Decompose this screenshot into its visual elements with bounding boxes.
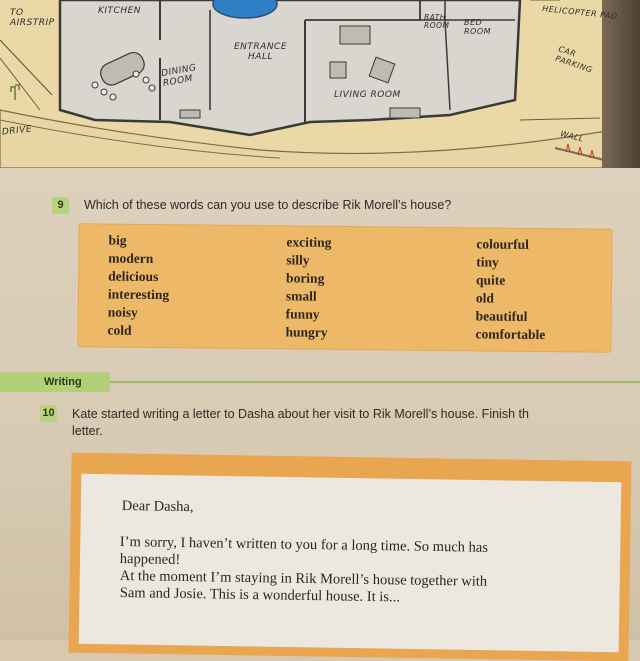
label-drive: DRIVE — [1, 124, 33, 138]
word-item: noisy — [107, 304, 138, 320]
floor-plan-drawing — [0, 0, 640, 168]
label-wall: WALL — [559, 129, 585, 144]
letter-line: At the moment I’m staying in Rik Morell’s house together with — [119, 568, 488, 590]
word-item: tiny — [476, 254, 499, 270]
word-item: hungry — [285, 324, 328, 340]
word-item: beautiful — [475, 308, 528, 324]
word-column-1 — [107, 232, 169, 341]
word-item: old — [475, 290, 494, 306]
label-car-parking: CAR PARKING — [554, 44, 594, 75]
exercise-10-instruction-line2: letter. — [72, 424, 103, 438]
label-bed-room: BED ROOM — [464, 18, 492, 36]
word-item: small — [285, 288, 317, 304]
label-entrance-hall: ENTRANCE HALL — [234, 42, 288, 62]
letter-greeting: Dear Dasha, — [121, 498, 194, 516]
word-column-3 — [475, 235, 546, 344]
word-item: exciting — [286, 234, 332, 250]
word-item: silly — [286, 252, 310, 268]
word-item: delicious — [108, 268, 159, 285]
page-binding-shadow — [602, 0, 640, 168]
word-item: modern — [108, 250, 154, 266]
letter-line: happened! — [119, 551, 181, 568]
word-item: quite — [476, 272, 506, 288]
label-living-room: LIVING ROOM — [334, 90, 401, 100]
section-divider — [110, 381, 640, 383]
word-list-box — [77, 223, 612, 353]
label-kitchen: KITCHEN — [98, 6, 142, 16]
section-tab-writing: Writing — [0, 372, 110, 392]
word-column-2 — [285, 233, 331, 341]
word-item: big — [108, 232, 127, 248]
word-item: colourful — [476, 236, 530, 252]
word-item: cold — [107, 322, 132, 338]
label-helicopter-pad: HELICOPTER PAD — [541, 4, 619, 21]
word-item: boring — [286, 270, 325, 286]
exercise-10-instruction-line1: Kate started writing a letter to Dasha about her visit to Rik Morell’s house. Finish th — [72, 407, 529, 421]
exercise-9-question: Which of these words can you use to describe Rik Morell’s house? — [84, 198, 452, 212]
word-item: funny — [285, 306, 320, 322]
letter-line: Sam and Josie. This is a wonderful house. It is... — [119, 585, 401, 606]
floor-plan-illustration — [0, 0, 640, 168]
exercise-9-number: 9 — [52, 197, 69, 214]
word-item: interesting — [107, 286, 170, 303]
exercise-10-number: 10 — [40, 405, 57, 422]
label-dining-room: DINING ROOM — [160, 63, 198, 89]
letter-line: I’m sorry, I haven’t written to you for a long time. So much has — [119, 534, 489, 556]
label-bath-room: BATH ROOM — [424, 13, 450, 30]
word-item: comfortable — [475, 326, 546, 343]
label-airstrip: TO AIRSTRIP — [10, 8, 55, 28]
